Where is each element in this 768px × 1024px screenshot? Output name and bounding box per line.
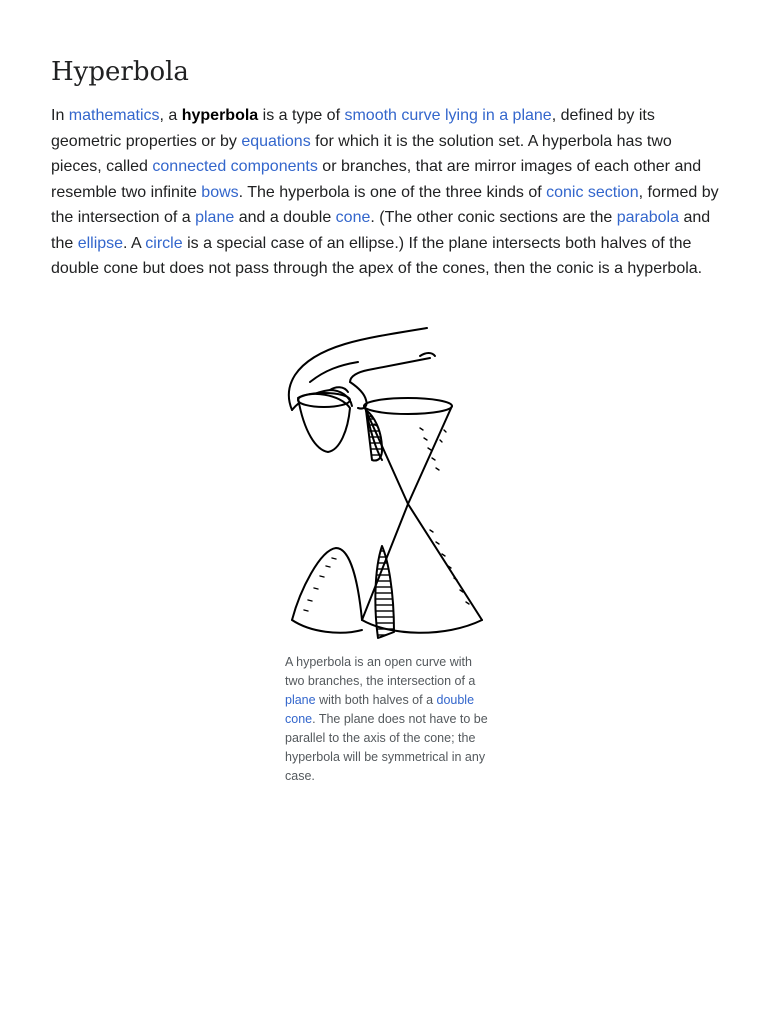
link-conic-section[interactable]: conic section <box>546 183 639 201</box>
link-cone[interactable]: cone <box>335 209 371 226</box>
intro-text: . (The other conic sections are the <box>370 209 617 226</box>
intro-text: is a type of <box>258 107 345 124</box>
link-circle[interactable]: circle <box>145 234 183 252</box>
caption-text: . The plane does not have to be parallel to the axis of the cone; the hyperbola will be symmetrical in any case. <box>285 712 488 783</box>
intro-text: , a <box>159 107 182 124</box>
figure-image[interactable] <box>270 320 500 650</box>
caption-link-plane[interactable]: plane <box>285 693 316 707</box>
intro-text: . A <box>123 234 146 252</box>
link-parabola[interactable]: parabola <box>616 209 679 226</box>
intro-text: or branches, that are mirror images of each other and resemble two infinite <box>51 158 702 201</box>
link-smooth-curve[interactable]: smooth curve lying in a plane <box>344 107 552 124</box>
intro-text: and the <box>51 209 711 252</box>
hand-cone-section-icon <box>270 320 500 650</box>
link-equations[interactable]: equations <box>241 132 311 150</box>
link-connected-components[interactable]: connected components <box>152 158 318 175</box>
caption-text: with both halves of a <box>315 693 437 707</box>
link-mathematics[interactable]: mathematics <box>68 107 160 124</box>
intro-text: for which it is the solution set. A hyperbola has two pieces, called <box>51 132 672 175</box>
caption-text: A hyperbola is an open curve with two branches, the intersection of a <box>285 655 476 688</box>
page-title: Hyperbola <box>51 57 189 87</box>
intro-text: and a double <box>234 209 336 226</box>
intro-text: In <box>51 107 69 124</box>
figure-caption <box>285 653 490 786</box>
intro-paragraph <box>51 103 723 282</box>
caption-link-double-cone[interactable]: double cone <box>285 693 475 726</box>
link-plane[interactable]: plane <box>195 209 235 226</box>
intro-text: , formed by the intersection of a <box>51 183 719 226</box>
intro-text: , defined by its geometric properties or by <box>51 107 655 150</box>
link-bows[interactable]: bows <box>201 183 239 201</box>
term-hyperbola: hyperbola <box>181 107 259 124</box>
link-ellipse[interactable]: ellipse <box>77 234 124 252</box>
intro-text: is a special case of an ellipse.) If the plane intersects both halves of the double cone but does not pass through the apex of the cones, then the conic is a hyperbola. <box>51 234 703 277</box>
intro-text: . The hyperbola is one of the three kinds of <box>238 183 547 201</box>
